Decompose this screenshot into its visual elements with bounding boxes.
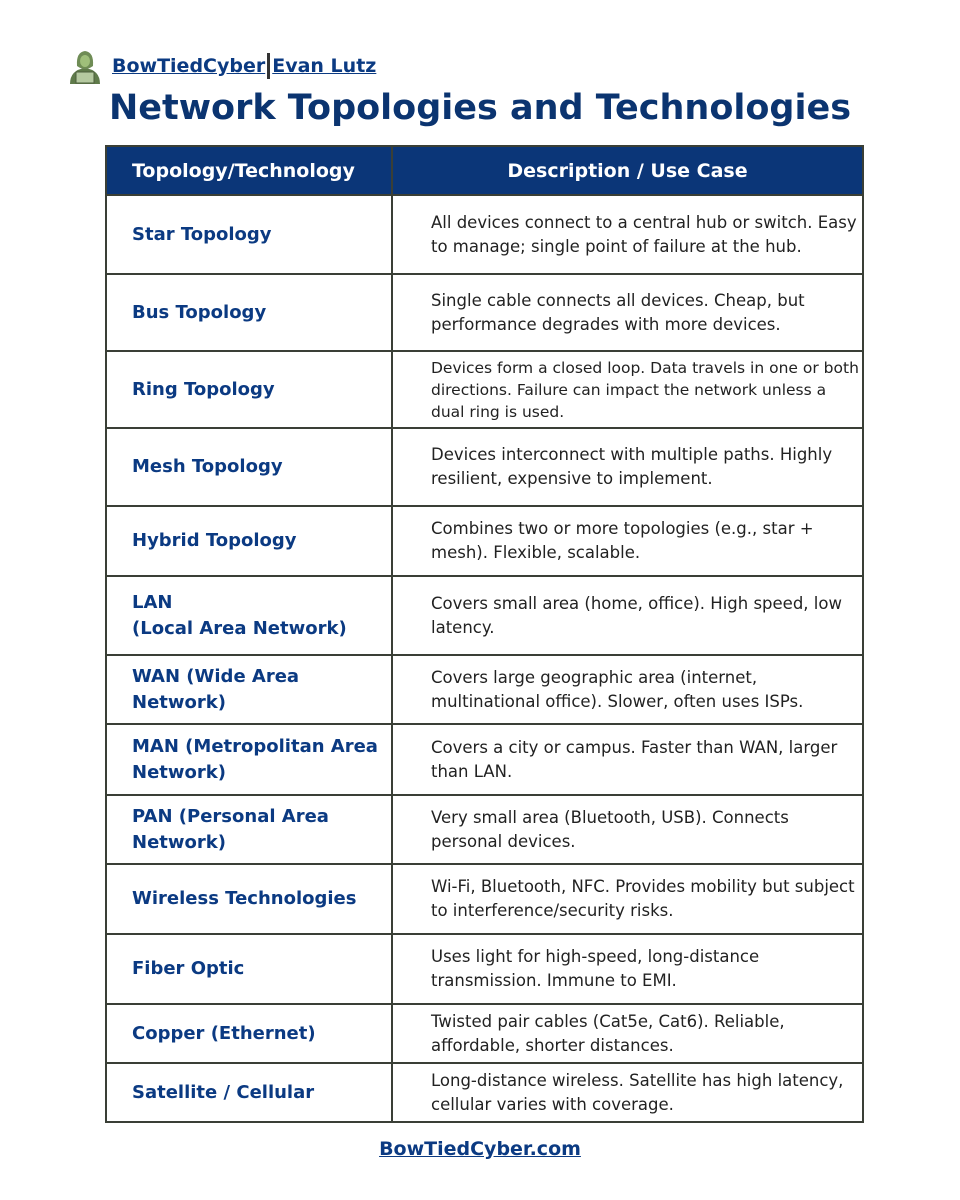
footer-link[interactable]: BowTiedCyber.com xyxy=(379,1138,581,1160)
topology-description: Combines two or more topologies (e.g., star + mesh). Flexible, scalable. xyxy=(392,506,863,576)
topology-description: All devices connect to a central hub or switch. Easy to manage; single point of failure at the hub. xyxy=(392,195,863,274)
column-header-topology: Topology/Technology xyxy=(106,146,392,195)
topology-name: WAN (Wide Area Network) xyxy=(106,655,392,724)
topology-table xyxy=(105,145,864,1123)
table-row xyxy=(106,934,863,1004)
table-row xyxy=(106,795,863,864)
table-row xyxy=(106,655,863,724)
table-header-row xyxy=(106,146,863,195)
topology-description: Covers a city or campus. Faster than WAN, larger than LAN. xyxy=(392,724,863,795)
topology-description: Wi-Fi, Bluetooth, NFC. Provides mobility but subject to interference/security risks. xyxy=(392,864,863,934)
table-row xyxy=(106,1063,863,1122)
brand-link[interactable]: BowTiedCyber xyxy=(112,55,266,77)
table-row xyxy=(106,195,863,274)
table-row xyxy=(106,724,863,795)
topology-name: Star Topology xyxy=(106,195,392,274)
brand-header xyxy=(66,48,376,84)
topology-description: Long-distance wireless. Satellite has high latency, cellular varies with coverage. xyxy=(392,1063,863,1122)
table-row xyxy=(106,1004,863,1063)
table-row xyxy=(106,576,863,655)
table-row xyxy=(106,351,863,428)
topology-name: Bus Topology xyxy=(106,274,392,351)
topology-description: Devices form a closed loop. Data travels in one or both directions. Failure can impact the network unless a dual ring is used. xyxy=(392,351,863,428)
topology-name: Ring Topology xyxy=(106,351,392,428)
table-row xyxy=(106,274,863,351)
topology-name: Hybrid Topology xyxy=(106,506,392,576)
topology-description: Covers large geographic area (internet, multinational office). Slower, often uses ISPs. xyxy=(392,655,863,724)
topology-description: Devices interconnect with multiple paths. Highly resilient, expensive to implement. xyxy=(392,428,863,506)
topology-name: Copper (Ethernet) xyxy=(106,1004,392,1063)
table-row xyxy=(106,506,863,576)
author-link[interactable]: Evan Lutz xyxy=(272,55,377,77)
table-row xyxy=(106,428,863,506)
column-header-description: Description / Use Case xyxy=(392,146,863,195)
divider xyxy=(267,53,270,79)
topology-description: Uses light for high-speed, long-distance transmission. Immune to EMI. xyxy=(392,934,863,1004)
topology-name: Wireless Technologies xyxy=(106,864,392,934)
table-row xyxy=(106,864,863,934)
topology-name: LAN (Local Area Network) xyxy=(106,576,392,655)
hacker-avatar-icon xyxy=(66,48,104,84)
page-title: Network Topologies and Technologies xyxy=(108,88,852,128)
topology-name: MAN (Metropolitan Area Network) xyxy=(106,724,392,795)
topology-description: Twisted pair cables (Cat5e, Cat6). Reliable, affordable, shorter distances. xyxy=(392,1004,863,1063)
topology-description: Covers small area (home, office). High speed, low latency. xyxy=(392,576,863,655)
topology-name: Mesh Topology xyxy=(106,428,392,506)
topology-name: PAN (Personal Area Network) xyxy=(106,795,392,864)
topology-name: Satellite / Cellular xyxy=(106,1063,392,1122)
topology-description: Very small area (Bluetooth, USB). Connects personal devices. xyxy=(392,795,863,864)
topology-name: Fiber Optic xyxy=(106,934,392,1004)
topology-description: Single cable connects all devices. Cheap, but performance degrades with more devices. xyxy=(392,274,863,351)
